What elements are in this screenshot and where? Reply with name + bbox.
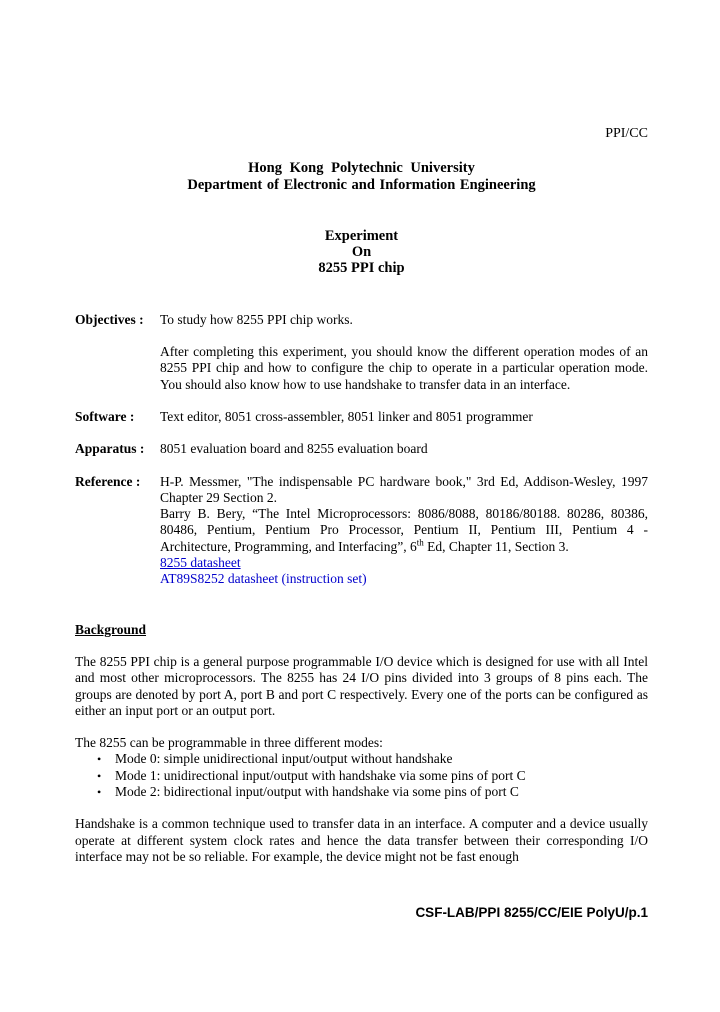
mode-0-text: Mode 0: simple unidirectional input/output without handshake — [115, 751, 453, 767]
objectives-content — [160, 312, 648, 393]
title-line-on: On — [351, 244, 372, 261]
reference-entry-2 — [160, 506, 648, 555]
page-footer: CSF-LAB/PPI 8255/CC/EIE PolyU/p.1 — [415, 905, 648, 920]
reference-entry-1: H-P. Messmer, "The indispensable PC hardware book," 3rd Ed, Addison-Wesley, 1997 Chapter 29 Section 2. — [160, 473, 648, 505]
list-item-mode-2 — [97, 784, 648, 800]
reference-section — [75, 474, 648, 588]
department-name: Department of Electronic and Information Engineering — [187, 176, 536, 193]
software-label: Software : — [75, 408, 135, 424]
objectives-section — [75, 312, 648, 393]
background-heading: Background — [75, 621, 147, 637]
apparatus-content: 8051 evaluation board and 8255 evaluation board — [160, 441, 428, 457]
mode-2-text: Mode 2: bidirectional input/output with handshake via some pins of port C — [115, 784, 519, 800]
title-line-chip: 8255 PPI chip — [318, 260, 405, 277]
apparatus-label: Apparatus : — [75, 441, 145, 457]
software-content: Text editor, 8051 cross-assembler, 8051 linker and 8051 programmer — [160, 408, 533, 424]
document-header — [75, 160, 648, 193]
datasheet-at89s8252-link[interactable]: AT89S8252 datasheet (instruction set) — [160, 571, 367, 587]
objectives-paragraph-2: After completing this experiment, you should know the different operation modes of an 8255 PPI chip and how to configure the chip to operate in a particular operation mode. You should also know how to use handshake to transfer data in an interface. — [160, 344, 648, 392]
reference-entry-2-text: Barry B. Bery, “The Intel Microprocessors: 8086/8088, 80186/80188. 80286, 80386, 80486, Pentium, Pentium Pro Processor, Pentium II, Pentium III, Pentium 4 - Architecture, Programming, and Interfacing”, 6 — [160, 506, 648, 554]
modes-intro: The 8255 can be programmable in three different modes: — [75, 735, 383, 751]
document-title — [75, 228, 648, 277]
reference-entry-2-tail: Ed, Chapter 11, Section 3. — [423, 538, 569, 554]
bullet-icon: • — [97, 752, 102, 767]
university-name: Hong Kong Polytechnic University — [248, 160, 475, 177]
software-section — [75, 409, 648, 425]
list-item-mode-1 — [97, 768, 648, 784]
reference-entry-2-ordinal: th — [416, 537, 424, 548]
background-paragraph-1: The 8255 PPI chip is a general purpose programmable I/O device which is designed for use with all Intel and most other microprocessors. The 8255 has 24 I/O pins divided into 3 groups of 8 pins each. The groups are denoted by port A, port B and port C respectively. Every one of the ports can be configured as either an input port or an output port. — [75, 653, 648, 718]
datasheet-8255-link[interactable]: 8255 datasheet — [160, 555, 241, 571]
background-paragraph-2: Handshake is a common technique used to transfer data in an interface. A computer and a device usually operate at different system clock rates and hence the data transfer between their corresponding I/O interface may not be so reliable. For example, the device might not be fast enough — [75, 816, 648, 864]
reference-links — [160, 555, 648, 588]
modes-list — [75, 751, 648, 800]
bullet-icon: • — [97, 785, 102, 800]
doc-code: PPI/CC — [605, 126, 648, 141]
reference-content — [160, 474, 648, 588]
apparatus-section — [75, 441, 648, 457]
objectives-paragraph-1: To study how 8255 PPI chip works. — [160, 311, 353, 327]
bullet-icon: • — [97, 768, 102, 783]
objectives-label: Objectives : — [75, 311, 144, 327]
list-item-mode-0 — [97, 751, 648, 767]
title-line-experiment: Experiment — [324, 227, 399, 244]
mode-1-text: Mode 1: unidirectional input/output with handshake via some pins of port C — [115, 767, 526, 783]
reference-label: Reference : — [75, 473, 141, 489]
